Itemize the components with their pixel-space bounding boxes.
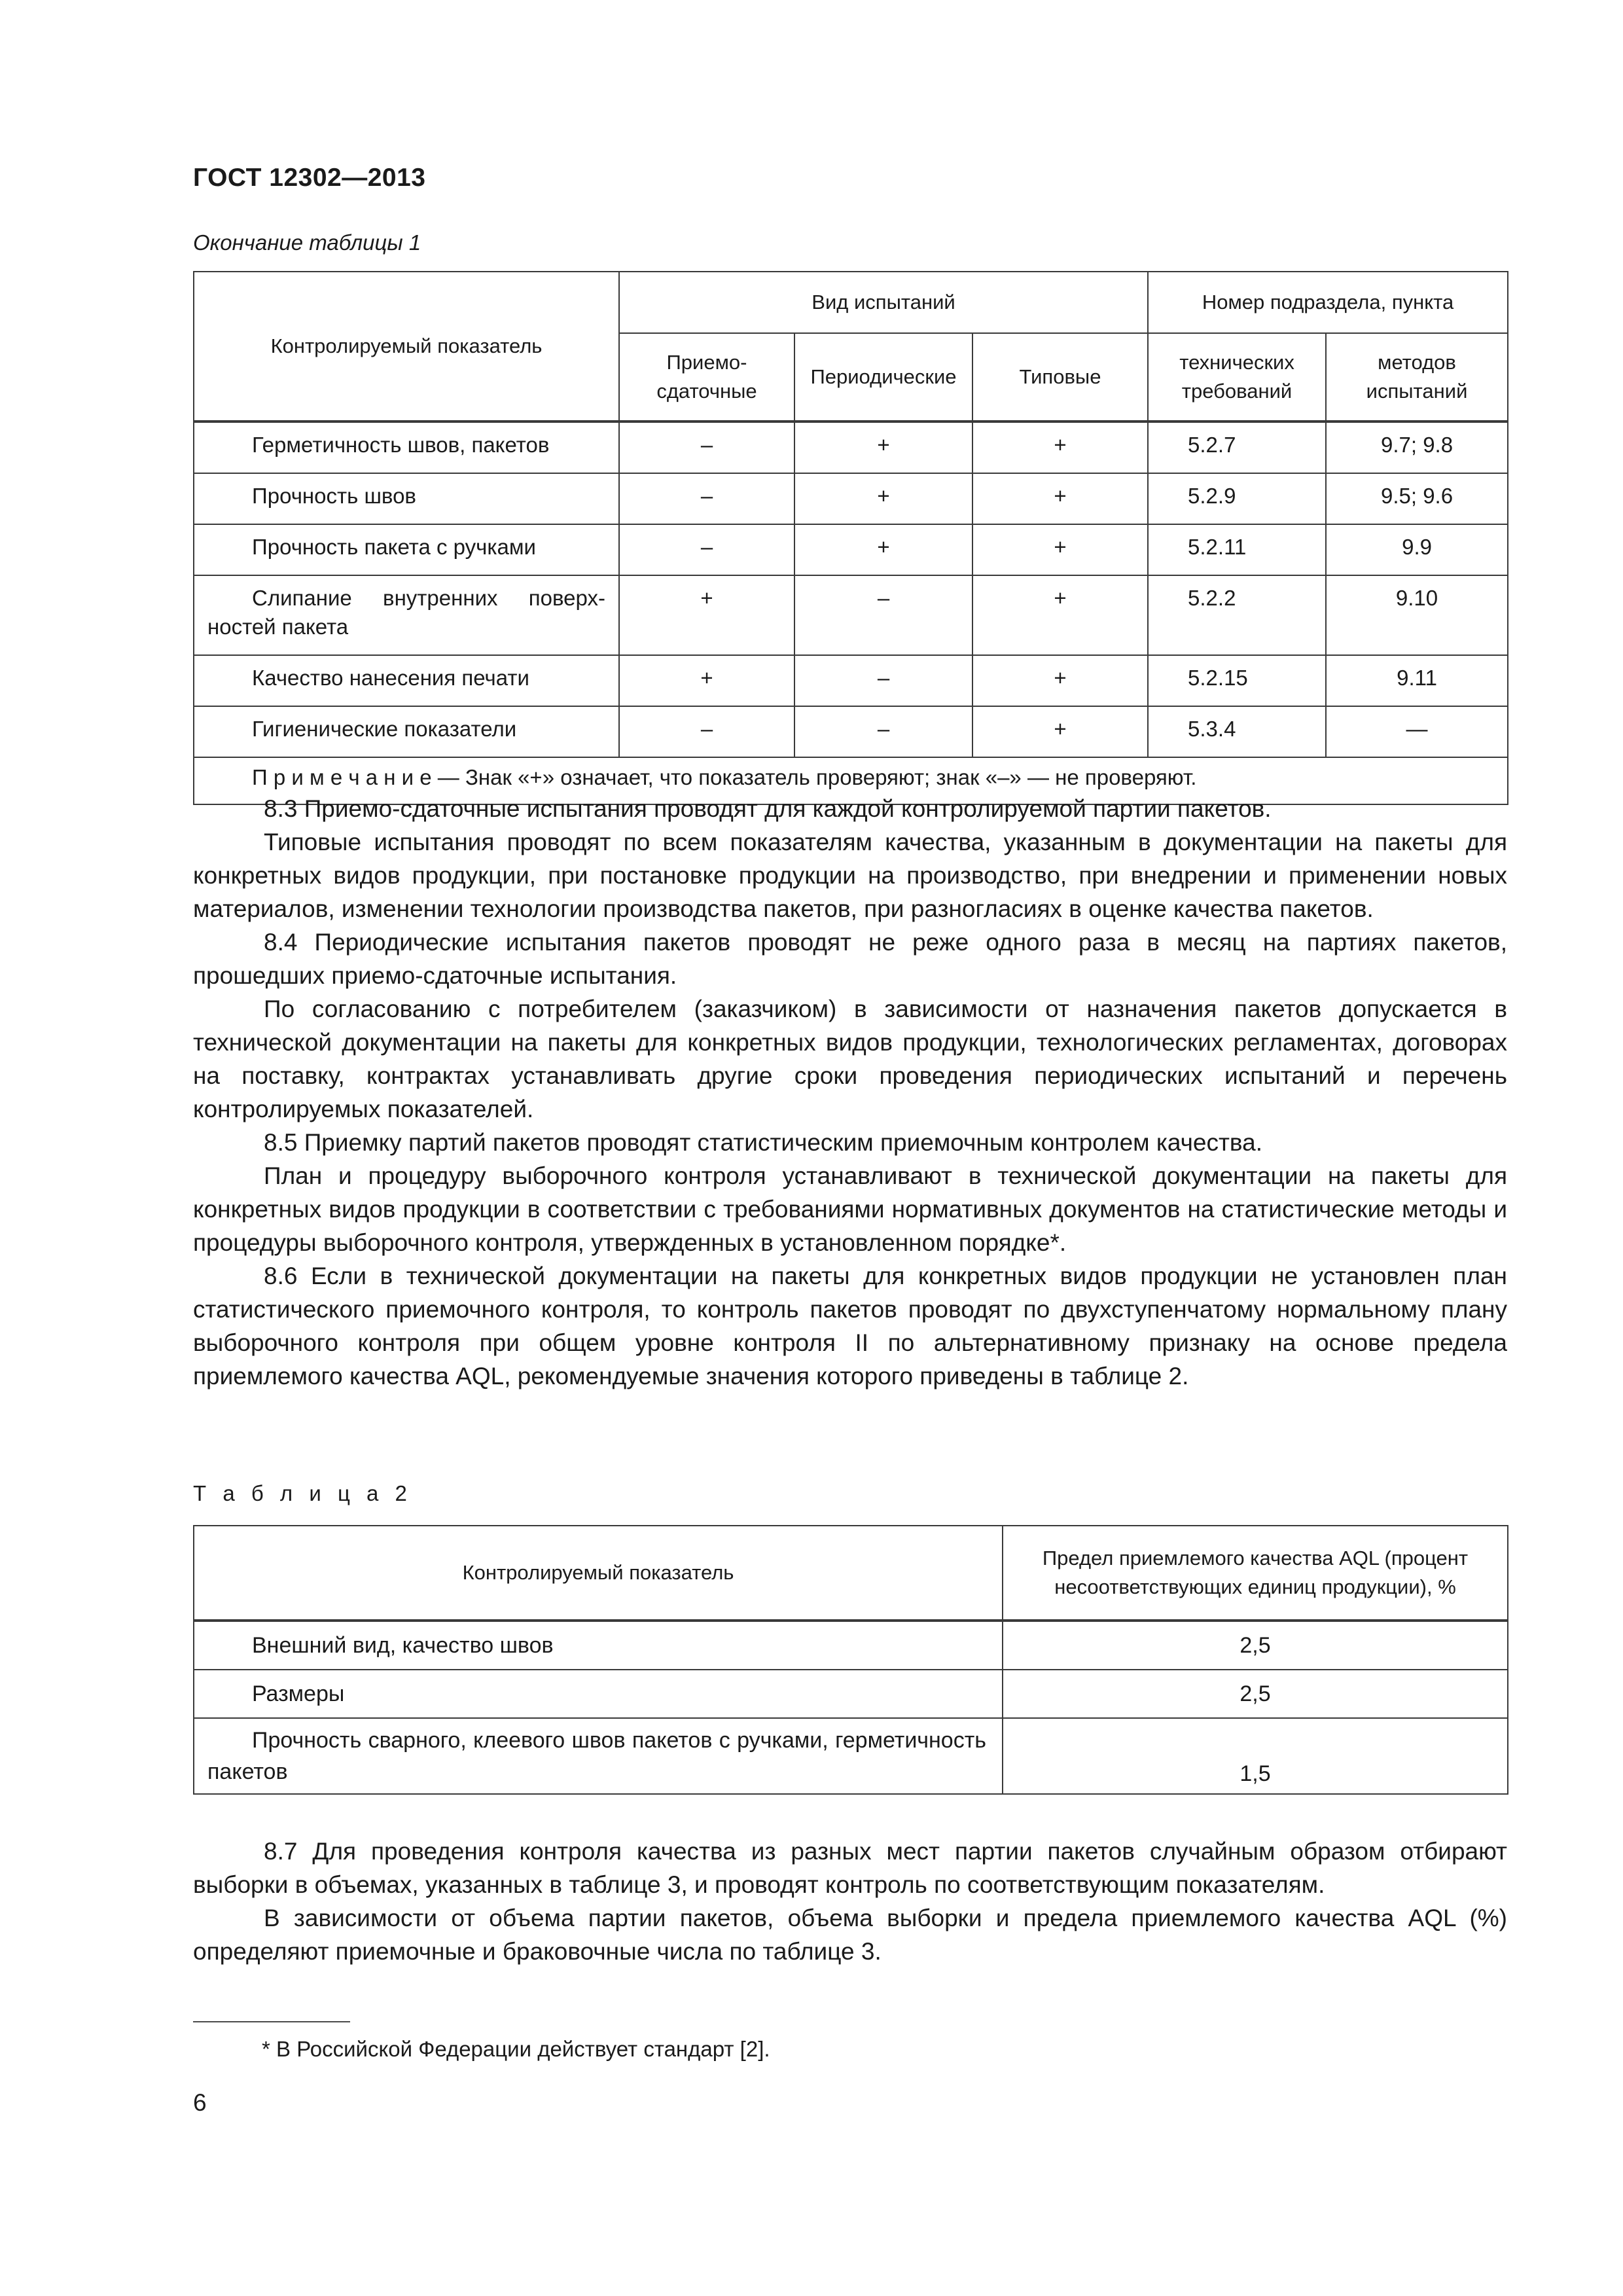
- row-periodic: –: [794, 575, 972, 655]
- table1-head-section-no: Номер подраздела, пункта: [1148, 272, 1508, 333]
- table-row: [194, 1670, 1508, 1718]
- row-type: +: [972, 524, 1148, 575]
- table-row: [194, 706, 1508, 757]
- table-row: [194, 422, 1508, 473]
- table-row: [194, 1621, 1508, 1670]
- table2-head-indicator: Контролируемый показатель: [194, 1526, 1003, 1621]
- row-indicator: Прочность швов: [194, 473, 619, 524]
- row-acceptance: +: [619, 575, 794, 655]
- body-text-section-2: [193, 1835, 1507, 1968]
- paragraph: Типовые испытания проводят по всем показателям качества, указанным в документации на пакеты для конкретных видов продукции, при постановке продукции на производство, при внедрении и применении новых материалов, изменении технологии производства пакетов, при разногласиях в оценке качества пакетов.: [193, 829, 1507, 922]
- table1-head-periodic: Периодические: [794, 333, 972, 422]
- footnote: * В Российской Федерации действует стандарт [2].: [262, 2037, 770, 2061]
- row-aql-value: 1,5: [1003, 1718, 1508, 1794]
- table1-head-test-methods: методов испытаний: [1326, 333, 1508, 422]
- table-row: [194, 524, 1508, 575]
- row-type: +: [972, 575, 1148, 655]
- table-2: [193, 1525, 1508, 1795]
- row-test-methods: —: [1326, 706, 1508, 757]
- row-indicator: Внешний вид, качество швов: [194, 1621, 1003, 1670]
- row-acceptance: +: [619, 655, 794, 706]
- row-periodic: +: [794, 524, 972, 575]
- table-1: [193, 271, 1508, 805]
- row-indicator: Размеры: [194, 1670, 1003, 1718]
- row-tech-req: 5.2.15: [1148, 655, 1326, 706]
- row-tech-req: 5.2.11: [1148, 524, 1326, 575]
- row-acceptance: –: [619, 524, 794, 575]
- row-test-methods: 9.5; 9.6: [1326, 473, 1508, 524]
- table1-head-tech-req: технических требований: [1148, 333, 1326, 422]
- page-number: 6: [193, 2089, 207, 2116]
- table1-caption: Окончание таблицы 1: [193, 230, 421, 255]
- table-row: [194, 473, 1508, 524]
- row-test-methods: 9.11: [1326, 655, 1508, 706]
- paragraph: План и процедуру выборочного контроля устанавливают в технической документации на пакеты для конкретных видов продукции в соответствии с требованиями нормативных документов на статистические методы и процедуры выборочного контроля, утвержденных в установленном порядке*.: [193, 1162, 1507, 1256]
- paragraph: 8.3 Приемо-сдаточные испытания проводят для каждой контролируемой партии пакетов.: [264, 795, 1272, 822]
- paragraph: 8.6 Если в технической документации на пакеты для конкретных видов продукции не установлен план статистического приемочного контроля, то контроль пакетов проводят по двухступенчатому нормальному плану выборочного контроля при общем уровне контроля II по альтернативному признаку на основе предела приемлемого качества AQL, рекомендуемые значения которого приведены в таблице 2.: [193, 1263, 1507, 1390]
- row-acceptance: –: [619, 422, 794, 473]
- table1-head-acceptance: Приемо-сдаточные: [619, 333, 794, 422]
- row-tech-req: 5.2.7: [1148, 422, 1326, 473]
- row-indicator: [194, 1718, 1003, 1794]
- row-periodic: +: [794, 473, 972, 524]
- table-row: [194, 655, 1508, 706]
- row-indicator: Качество нанесения печати: [194, 655, 619, 706]
- row-indicator-line2: ностей пакета: [207, 615, 349, 639]
- row-indicator: [194, 575, 619, 655]
- row-periodic: +: [794, 422, 972, 473]
- row-type: +: [972, 422, 1148, 473]
- row-acceptance: –: [619, 473, 794, 524]
- row-type: +: [972, 655, 1148, 706]
- row-indicator: Герметичность швов, пакетов: [194, 422, 619, 473]
- row-tech-req: 5.2.2: [1148, 575, 1326, 655]
- table1-head-type-tests: Типовые: [972, 333, 1148, 422]
- row-indicator: Гигиенические показатели: [194, 706, 619, 757]
- row-tech-req: 5.3.4: [1148, 706, 1326, 757]
- row-test-methods: 9.7; 9.8: [1326, 422, 1508, 473]
- table1-head-test-type: Вид испытаний: [619, 272, 1148, 333]
- row-type: +: [972, 706, 1148, 757]
- body-text-section: [193, 792, 1507, 1393]
- table-row: [194, 1718, 1508, 1794]
- paragraph: По согласованию с потребителем (заказчиком) в зависимости от назначения пакетов допускается в технической документации на пакеты для конкретных видов продукции, технологических регламентах, договорах на поставку, контрактах устанавливать другие сроки проведения периодических испытаний и перечень контролируемых показателей.: [193, 996, 1507, 1122]
- table2-head-aql: Предел приемлемого качества AQL (процент несоответствующих единиц продукции), %: [1003, 1526, 1508, 1621]
- row-periodic: –: [794, 655, 972, 706]
- row-aql-value: 2,5: [1003, 1670, 1508, 1718]
- row-acceptance: –: [619, 706, 794, 757]
- table1-note: П р и м е ч а н и е — Знак «+» означает, что показатель проверяют; знак «–» — не проверяют.: [194, 757, 1508, 804]
- row-indicator: Прочность пакета с ручками: [194, 524, 619, 575]
- table2-caption: Т а б л и ц а 2: [193, 1481, 412, 1505]
- table-row: [194, 575, 1508, 655]
- paragraph: 8.4 Периодические испытания пакетов проводят не реже одного раза в месяц на партиях пакетов, прошедших приемо-сдаточные испытания.: [193, 929, 1507, 989]
- row-test-methods: 9.9: [1326, 524, 1508, 575]
- standard-header: ГОСТ 12302—2013: [193, 164, 426, 192]
- row-aql-value: 2,5: [1003, 1621, 1508, 1670]
- row-indicator-line1: Слипание внутренних поверх-: [252, 586, 605, 610]
- table1-head-indicator: Контролируемый показатель: [194, 272, 619, 422]
- row-test-methods: 9.10: [1326, 575, 1508, 655]
- row-tech-req: 5.2.9: [1148, 473, 1326, 524]
- paragraph: 8.7 Для проведения контроля качества из разных мест партии пакетов случайным образом отбирают выборки в объемах, указанных в таблице 3, и проводят контроль по соответствующим показателям.: [193, 1838, 1507, 1898]
- row-periodic: –: [794, 706, 972, 757]
- row-indicator-text: Прочность сварного, клеевого швов пакетов с ручками, герметичность пакетов: [207, 1728, 986, 1784]
- footnote-separator: [193, 2021, 350, 2022]
- paragraph: В зависимости от объема партии пакетов, объема выборки и предела приемлемого качества AQL (%) определяют приемочные и браковочные числа по таблице 3.: [193, 1905, 1507, 1965]
- paragraph: 8.5 Приемку партий пакетов проводят статистическим приемочным контролем качества.: [264, 1129, 1263, 1156]
- row-type: +: [972, 473, 1148, 524]
